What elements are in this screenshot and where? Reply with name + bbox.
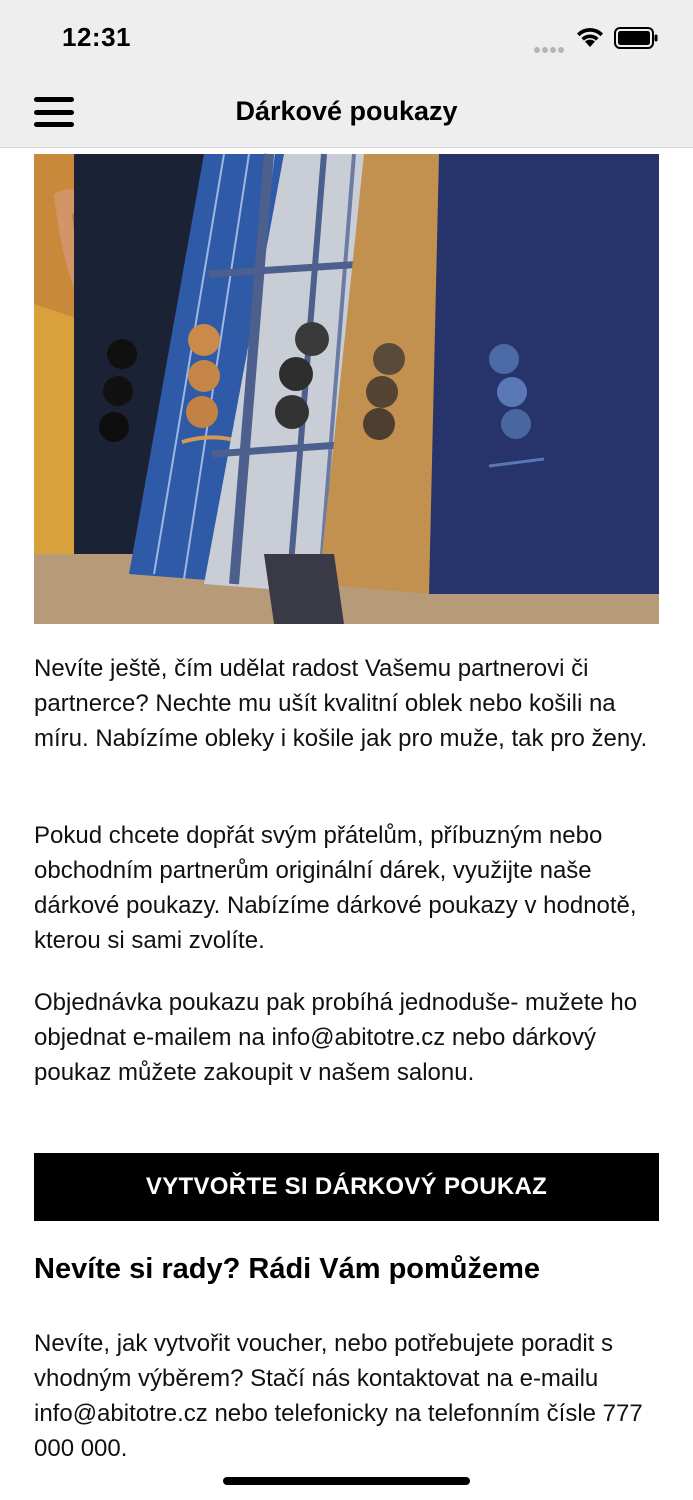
status-time: 12:31 <box>62 22 131 52</box>
order-paragraph: Objednávka poukazu pak probíhá jednoduše- mužete ho objednat e-mailem na info@abitotre.cz nebo dárkový poukaz můžete zakoupit v našem salonu. <box>34 989 638 1086</box>
page-title: Dárkové poukazy <box>235 96 458 126</box>
home-indicator[interactable] <box>223 1477 470 1485</box>
battery-icon <box>614 27 658 49</box>
suit-sleeves-photo <box>34 154 659 624</box>
voucher-paragraph: Pokud chcete dopřát svým přátelům, příbuzným nebo obchodním partnerům originální dárek, využijte naše dárkové poukazy. Nabízíme dárkové poukazy v hodnotě, kterou si sami zvolíte. <box>34 822 637 954</box>
signal-icon <box>534 40 566 46</box>
intro-paragraph: Nevíte ještě, čím udělat radost Vašemu partnerovi či partnerce? Nechte mu ušít kvalitní oblek nebo košili na míru. Nabízíme obleky i košile jak pro muže, tak pro ženy. <box>34 655 648 752</box>
help-heading: Nevíte si rady? Rádi Vám pomůžeme <box>34 1253 541 1285</box>
wifi-icon <box>575 26 605 48</box>
status-bar <box>0 0 693 76</box>
help-paragraph: Nevíte, jak vytvořit voucher, nebo potřebujete poradit s vhodným výběrem? Stačí nás kontaktovat na e-mailu info@abitotre.cz nebo telefonicky na telefonním čísle 777 000 000. <box>34 1330 643 1462</box>
navigation-bar <box>0 76 693 148</box>
content-area[interactable] <box>0 149 693 1462</box>
hero-image <box>34 154 659 624</box>
create-voucher-button[interactable]: VYTVOŘTE SI DÁRKOVÝ POUKAZ <box>34 1153 659 1221</box>
